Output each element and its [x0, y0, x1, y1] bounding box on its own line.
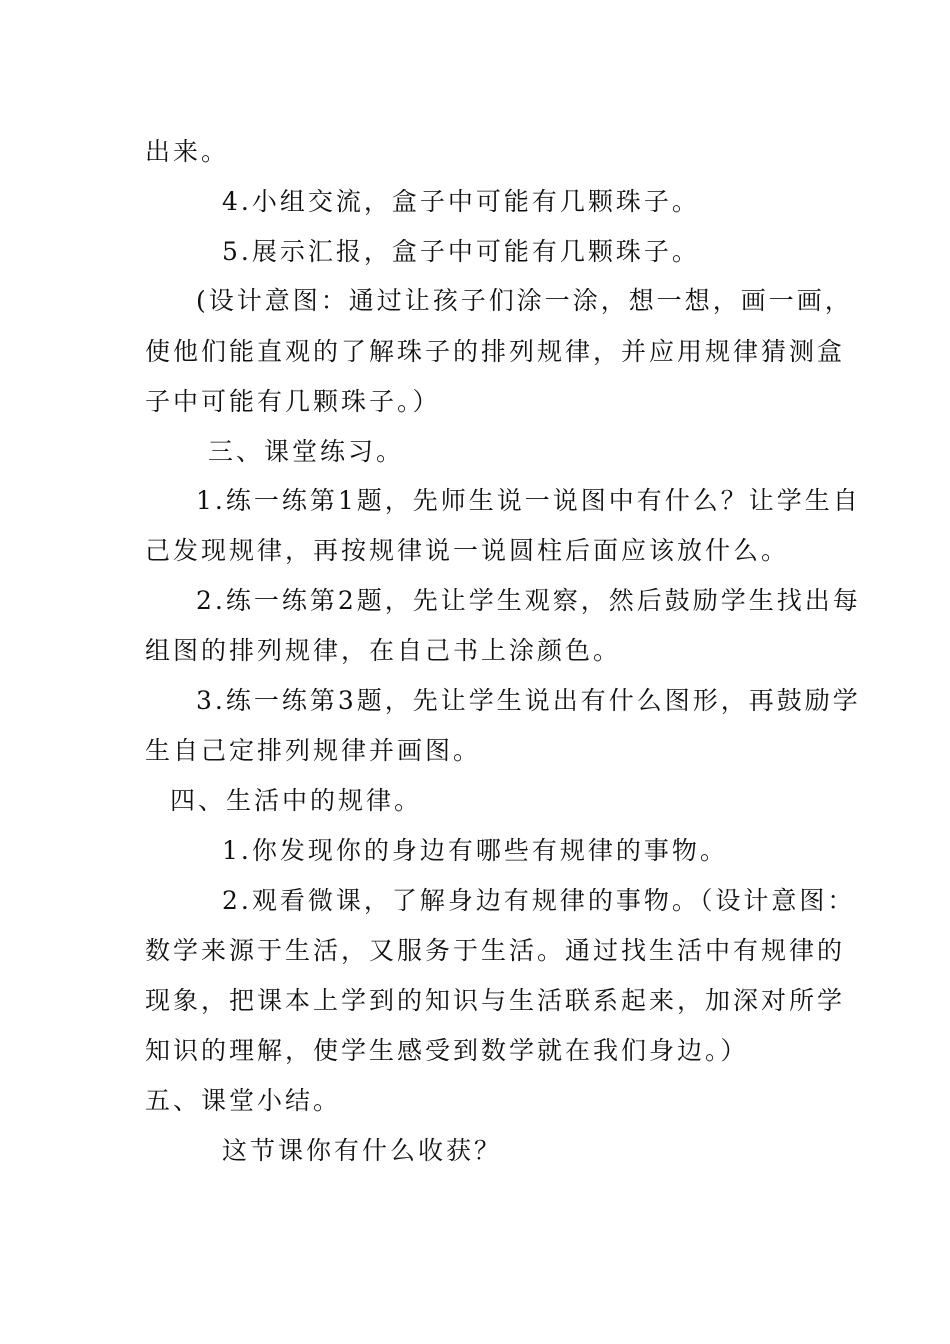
text-line-10: 2.练一练第2题，先让学生观察，然后鼓励学生找出每 [196, 586, 861, 615]
section-heading-4: 四、生活中的规律。 [170, 786, 423, 815]
text-line-3: 5.展示汇报，盒子中可能有几颗珠子。 [222, 237, 700, 266]
section-heading-5: 五、课堂小结。 [145, 1086, 342, 1115]
text-line-12: 3.练一练第3题，先让学生说出有什么图形，再鼓励学 [196, 686, 861, 715]
text-line-5: 使他们能直观的了解珠子的排列规律，并应用规律猜测盒 [145, 337, 846, 366]
text-line-2: 4.小组交流，盒子中可能有几颗珠子。 [222, 187, 700, 216]
text-line-8: 1.练一练第1题，先师生说一说图中有什么？让学生自 [196, 486, 861, 515]
text-line-6: 子中可能有几颗珠子。） [145, 387, 441, 416]
text-line-19: 知识的理解，使学生感受到数学就在我们身边。） [145, 1036, 749, 1065]
text-line-11: 组图的排列规律，在自己书上涂颜色。 [145, 636, 622, 665]
text-line-21: 这节课你有什么收获？ [222, 1136, 503, 1165]
text-line-17: 数学来源于生活，又服务于生活。通过找生活中有规律的 [145, 936, 846, 965]
text-line-4: (设计意图：通过让孩子们涂一涂，想一想，画一画， [196, 286, 853, 315]
text-line-16: 2.观看微课，了解身边有规律的事物。（设计意图： [222, 886, 856, 915]
text-line-18: 现象，把课本上学到的知识与生活联系起来，加深对所学 [145, 986, 846, 1015]
section-heading-3: 三、课堂练习。 [208, 437, 405, 466]
text-line-13: 生自己定排列规律并画图。 [145, 736, 482, 765]
text-line-15: 1.你发现你的身边有哪些有规律的事物。 [222, 836, 728, 865]
text-line-9: 己发现规律，再按规律说一说圆柱后面应该放什么。 [145, 536, 790, 565]
text-line-1: 出来。 [145, 137, 230, 166]
